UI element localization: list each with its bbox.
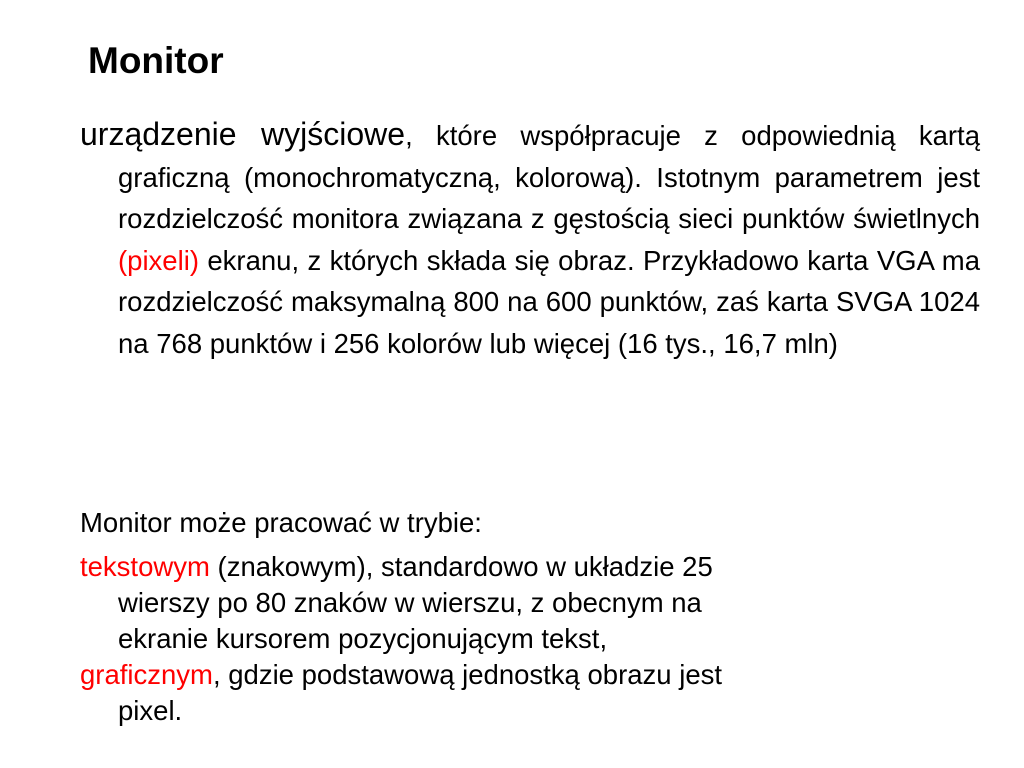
mode-term-graphic: graficznym [80, 659, 213, 690]
definition-paragraph [80, 114, 980, 365]
mode-term-textual: tekstowym [80, 551, 210, 582]
mode-description-textual: (znakowym), standardowo w układzie 25 wierszy po 80 znaków w wierszu, z obecnym na ekranie kursorem pozycjonującym tekst, [118, 551, 713, 654]
modes-intro: Monitor może pracować w trybie: [80, 507, 482, 538]
pixel-highlight: (pixeli) [118, 244, 199, 276]
slide-title: Monitor [88, 40, 224, 81]
definition-lead-term: urządzenie wyjściowe [80, 116, 406, 152]
definition-text-part-2: ekranu, z których składa się obraz. Przykładowo karta VGA ma rozdzielczość maksymalną 800 na 600 punktów, zaś karta SVGA 1024 na 768 punktów i 256 kolorów lub więcej (16 tys., 16,7 mln) [118, 244, 980, 359]
mode-description-graphic: , gdzie podstawową jednostką obrazu jest pixel. [118, 659, 723, 726]
mode-item-textual [80, 549, 918, 657]
definition-text-part-1: , które współpracuje z odpowiednią kartą graficzną (monochromatyczną, kolorową). Istotnym parametrem jest rozdzielczość monitora związana z gęstością sieci punktów świetlnych [118, 120, 980, 235]
mode-item-graphic [80, 657, 918, 729]
